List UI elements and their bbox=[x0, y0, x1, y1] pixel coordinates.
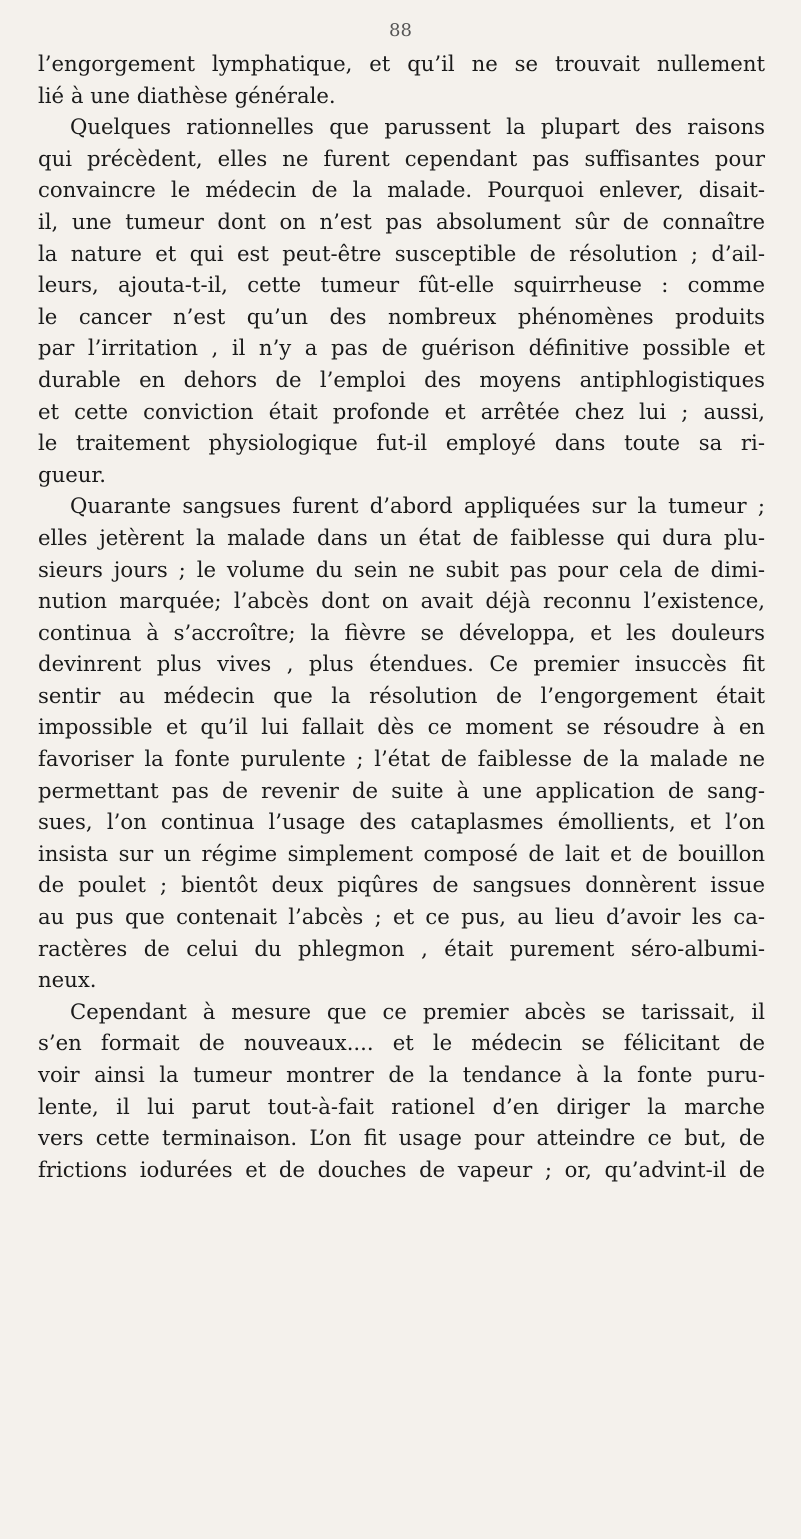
text-line: Quelques rationnelles que parussent la plupart des raisons bbox=[70, 114, 765, 140]
text-line: il, une tumeur dont on n’est pas absolument sûr de connaître bbox=[38, 208, 765, 234]
text-line: au pus que contenait l’abcès ; et ce pus, au lieu d’avoir les ca- bbox=[38, 904, 765, 930]
body-text bbox=[38, 48, 765, 1185]
text-line: et cette conviction était profonde et arrêtée chez lui ; aussi, bbox=[38, 398, 765, 424]
text-line: impossible et qu’il lui fallait dès ce moment se résoudre à en bbox=[38, 714, 765, 740]
text-line: elles jetèrent la malade dans un état de faiblesse qui dura plu- bbox=[38, 524, 765, 550]
text-line: permettant pas de revenir de suite à une application de sang- bbox=[38, 777, 765, 803]
text-line: lié à une diathèse générale. bbox=[38, 82, 336, 108]
text-line: le cancer n’est qu’un des nombreux phénomènes produits bbox=[38, 303, 765, 329]
text-line: le traitement physiologique fut-il employé dans toute sa ri- bbox=[38, 430, 765, 456]
text-line: insista sur un régime simplement composé de lait et de bouillon bbox=[38, 840, 765, 866]
text-line: devinrent plus vives , plus étendues. Ce premier insuccès fit bbox=[38, 651, 765, 677]
text-line: sieurs jours ; le volume du sein ne subit pas pour cela de dimi- bbox=[38, 556, 765, 582]
text-line: sentir au médecin que la résolution de l’engorgement était bbox=[38, 682, 765, 708]
text-line: Quarante sangsues furent d’abord appliquées sur la tumeur ; bbox=[70, 493, 765, 519]
text-line: s’en formait de nouveaux.... et le médecin se félicitant de bbox=[38, 1030, 765, 1056]
page-number: 88 bbox=[389, 20, 412, 41]
text-line: gueur. bbox=[38, 461, 106, 487]
text-line: de poulet ; bientôt deux piqûres de sangsues donnèrent issue bbox=[38, 872, 765, 898]
text-line: l’engorgement lymphatique, et qu’il ne se trouvait nullement bbox=[38, 51, 765, 76]
text-line: par l’irritation , il n’y a pas de guérison définitive possible et bbox=[38, 335, 765, 361]
text-line: la nature et qui est peut-être susceptible de résolution ; d’ail- bbox=[38, 240, 765, 266]
text-line: ractères de celui du phlegmon , était purement séro-albumi- bbox=[38, 935, 765, 961]
text-line: vers cette terminaison. L’on fit usage pour atteindre ce but, de bbox=[38, 1125, 765, 1151]
text-line: favoriser la fonte purulente ; l’état de faiblesse de la malade ne bbox=[38, 746, 765, 772]
text-line: durable en dehors de l’emploi des moyens antiphlogistiques bbox=[38, 366, 765, 392]
text-line: qui précèdent, elles ne furent cependant pas suffisantes pour bbox=[38, 145, 765, 171]
text-line: continua à s’accroître; la fièvre se développa, et les douleurs bbox=[38, 619, 765, 645]
text-line: voir ainsi la tumeur montrer de la tendance à la fonte puru- bbox=[38, 1062, 765, 1087]
text-line: lente, il lui parut tout-à-fait rationel d’en diriger la marche bbox=[38, 1093, 765, 1119]
text-line: Cependant à mesure que ce premier abcès se tarissait, il bbox=[70, 998, 765, 1024]
text-line: leurs, ajouta-t-il, cette tumeur fût-elle squirrheuse : comme bbox=[38, 272, 765, 298]
text-line: nution marquée; l’abcès dont on avait déjà reconnu l’existence, bbox=[38, 588, 765, 614]
text-line: frictions iodurées et de douches de vapeur ; or, qu’advint-il de bbox=[38, 1156, 765, 1182]
text-line: sues, l’on continua l’usage des cataplasmes émollients, et l’on bbox=[38, 809, 765, 835]
text-line: neux. bbox=[38, 967, 97, 993]
text-line: convaincre le médecin de la malade. Pourquoi enlever, disait- bbox=[38, 177, 765, 203]
